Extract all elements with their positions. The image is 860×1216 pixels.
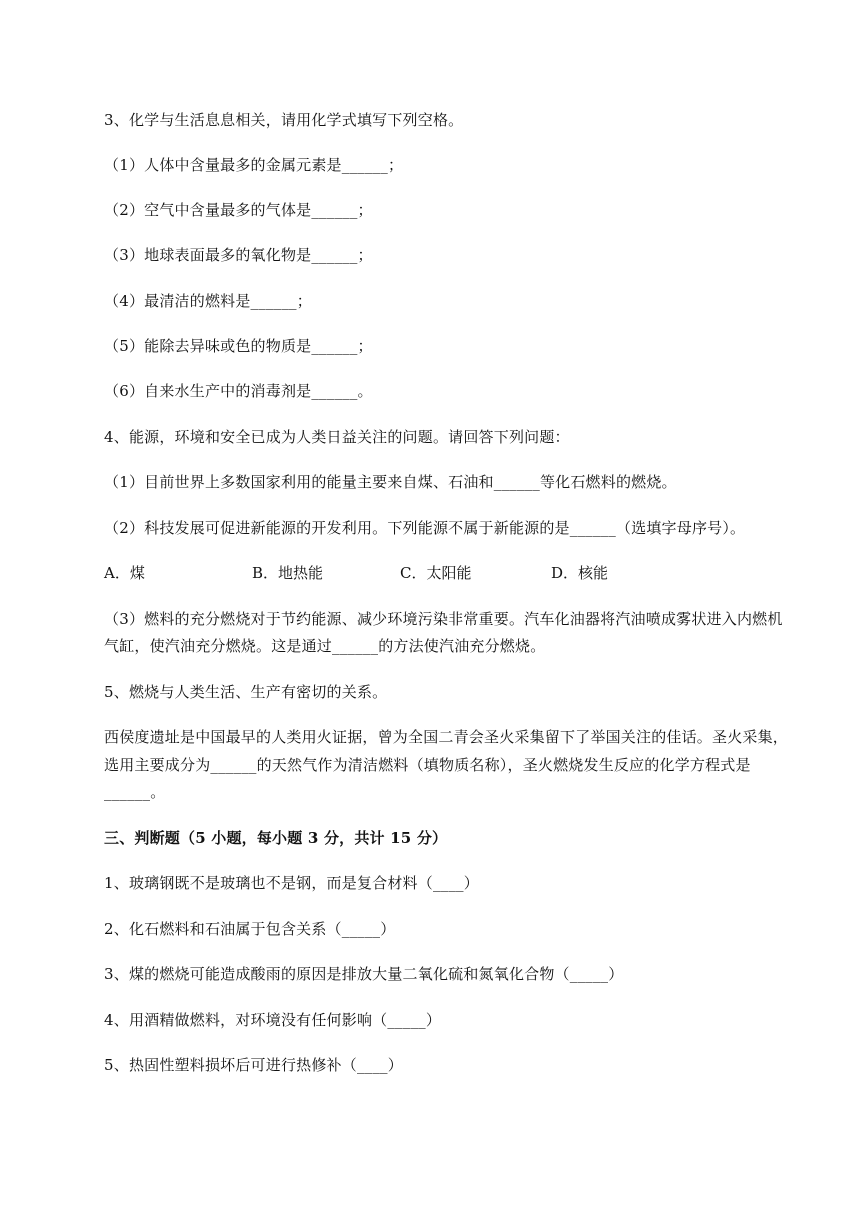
- judgment-item-5: 5、热固性塑料损坏后可进行热修补（____）: [104, 1056, 403, 1074]
- question-5-para-line-2: 选用主要成分为______的天然气作为清洁燃料（填物质名称），圣火燃烧发生反应的化学方程式是: [104, 756, 751, 774]
- question-4-item-1: （1）目前世界上多数国家利用的能量主要来自煤、石油和______等化石燃料的燃烧。: [104, 473, 677, 491]
- judgment-item-2: 2、化石燃料和石油属于包含关系（_____）: [104, 920, 396, 938]
- question-4-title: 4、能源，环境和安全已成为人类日益关注的问题。请回答下列问题：: [104, 428, 570, 446]
- judgment-item-1: 1、玻璃钢既不是玻璃也不是钢，而是复合材料（____）: [104, 874, 479, 892]
- question-4-item-3-line-2: 气缸，使汽油充分燃烧。这是通过______的方法使汽油充分燃烧。: [104, 637, 546, 655]
- question-5-para-line-1: 西侯度遗址是中国最早的人类用火证据，曾为全国二青会圣火采集留下了举国关注的佳话。圣火采集，: [104, 728, 789, 746]
- section-3-heading: 三、判断题（5 小题，每小题 3 分，共计 15 分）: [104, 829, 448, 847]
- question-4-item-2: （2）科技发展可促进新能源的开发利用。下列能源不属于新能源的是______（选填字母序号）。: [104, 519, 746, 537]
- question-5-para-line-3: ______。: [104, 783, 166, 801]
- question-3-item-5: （5）能除去异味或色的物质是______；: [104, 337, 373, 355]
- judgment-item-3: 3、煤的燃烧可能造成酸雨的原因是排放大量二氧化硫和氮氧化合物（_____）: [104, 965, 624, 983]
- question-5-title: 5、燃烧与人类生活、生产有密切的关系。: [104, 683, 388, 701]
- question-3-item-1: （1）人体中含量最多的金属元素是______；: [104, 156, 404, 174]
- option-b: B．地热能: [252, 564, 324, 582]
- question-3-item-6: （6）自来水生产中的消毒剂是______。: [104, 382, 373, 400]
- judgment-item-4: 4、用酒精做燃料，对环境没有任何影响（_____）: [104, 1011, 442, 1029]
- option-c: C．太阳能: [400, 564, 472, 582]
- question-3-item-2: （2）空气中含量最多的气体是______；: [104, 201, 373, 219]
- option-d: D．核能: [551, 564, 609, 582]
- option-a: A．煤: [104, 564, 145, 582]
- question-3-item-3: （3）地球表面最多的氧化物是______；: [104, 246, 373, 264]
- question-4-item-3-line-1: （3）燃料的充分燃烧对于节约能源、减少环境污染非常重要。汽车化油器将汽油喷成雾状进入内燃机: [104, 610, 783, 628]
- question-3-item-4: （4）最清洁的燃料是______；: [104, 292, 312, 310]
- question-3-title: 3、化学与生活息息相关，请用化学式填写下列空格。: [104, 111, 464, 129]
